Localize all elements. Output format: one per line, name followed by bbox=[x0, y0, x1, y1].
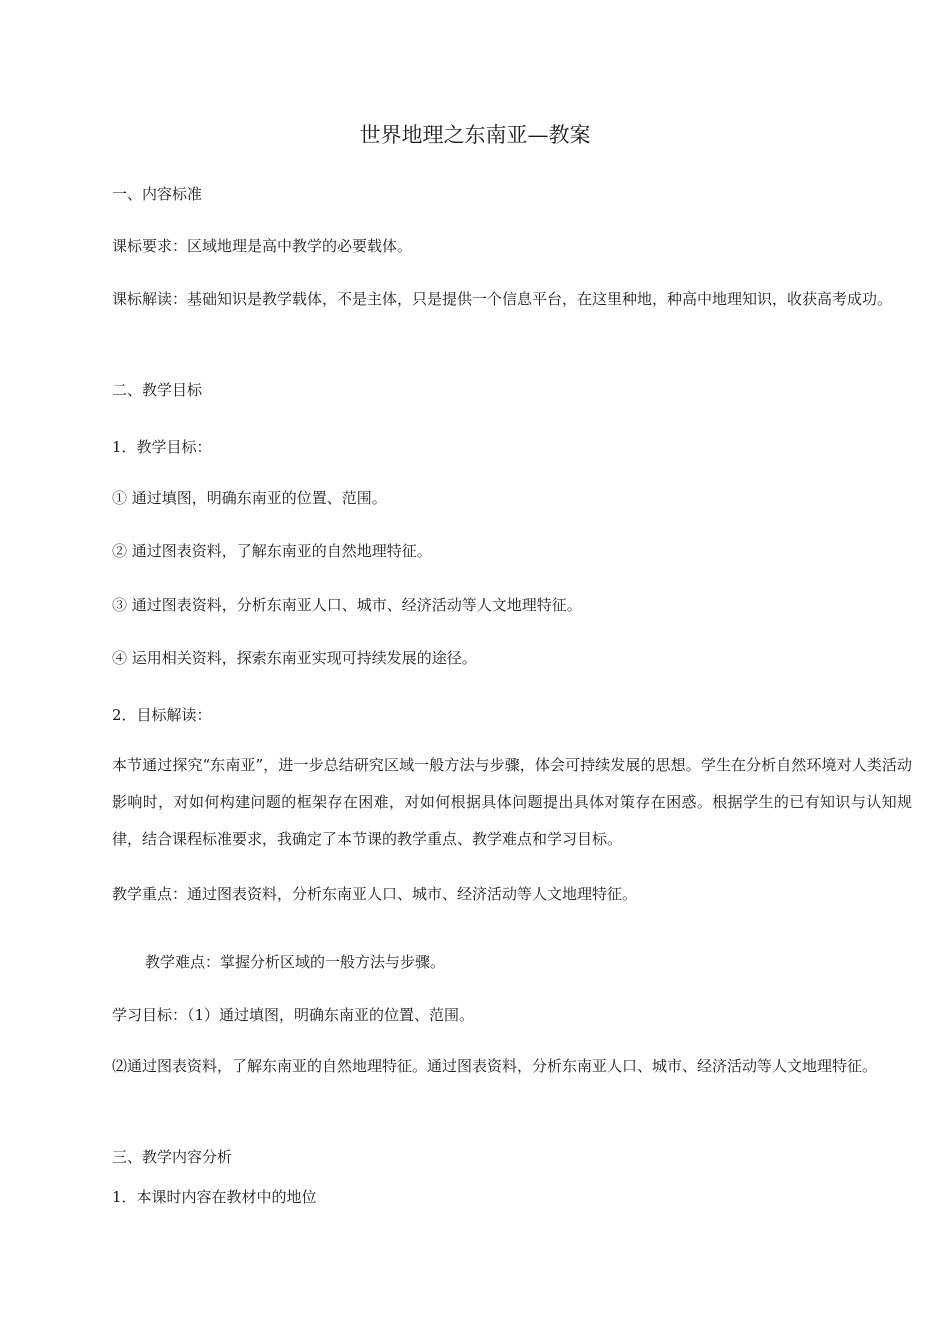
content-analysis-item: 1．本课时内容在教材中的地位 bbox=[112, 1188, 317, 1206]
goal-interpretation-subheading: 2．目标解读： bbox=[112, 706, 212, 724]
curriculum-requirement: 课标要求：区域地理是高中教学的必要载体。 bbox=[112, 237, 413, 255]
goal-item: ② 通过图表资料，了解东南亚的自然地理特征。 bbox=[112, 542, 432, 560]
difficult-point: 教学难点：掌握分析区域的一般方法与步骤。 bbox=[145, 953, 446, 971]
curriculum-interpretation: 课标解读：基础知识是教学载体，不是主体，只是提供一个信息平台，在这里种地，种高中地理知识，收获高考成功。 bbox=[112, 290, 893, 308]
learning-goal-2: ⑵通过图表资料，了解东南亚的自然地理特征。通过图表资料，分析东南亚人口、城市、经济活动等人文地理特征。 bbox=[112, 1057, 878, 1075]
goal-item: ④ 运用相关资料，探索东南亚实现可持续发展的途径。 bbox=[112, 649, 477, 667]
document-title: 世界地理之东南亚—教案 bbox=[359, 123, 591, 147]
learning-goal-1: 学习目标：（1）通过填图，明确东南亚的位置、范围。 bbox=[112, 1006, 475, 1024]
goal-interpretation-paragraph: 本节通过探究“东南亚”，进一步总结研究区域一般方法与步骤，体会可持续发展的思想。学生在分析自然环境对人类活动影响时，对如何构建问题的框架存在困难，对如何根据具体问题提出具体对策存在困惑。根据学生的已有知识与认知规律，结合课程标准要求，我确定了本节课的教学重点、教学难点和学习目标。 bbox=[112, 756, 912, 848]
goal-item: ③ 通过图表资料，分析东南亚人口、城市、经济活动等人文地理特征。 bbox=[112, 596, 582, 614]
section-heading-content-standard: 一、内容标准 bbox=[112, 185, 203, 203]
key-point: 教学重点：通过图表资料，分析东南亚人口、城市、经济活动等人文地理特征。 bbox=[112, 885, 638, 903]
section-heading-content-analysis: 三、教学内容分析 bbox=[112, 1148, 233, 1166]
goal-item: ① 通过填图，明确东南亚的位置、范围。 bbox=[112, 489, 387, 507]
section-heading-teaching-goals: 二、教学目标 bbox=[112, 381, 203, 399]
goals-subheading: 1．教学目标： bbox=[112, 438, 212, 456]
